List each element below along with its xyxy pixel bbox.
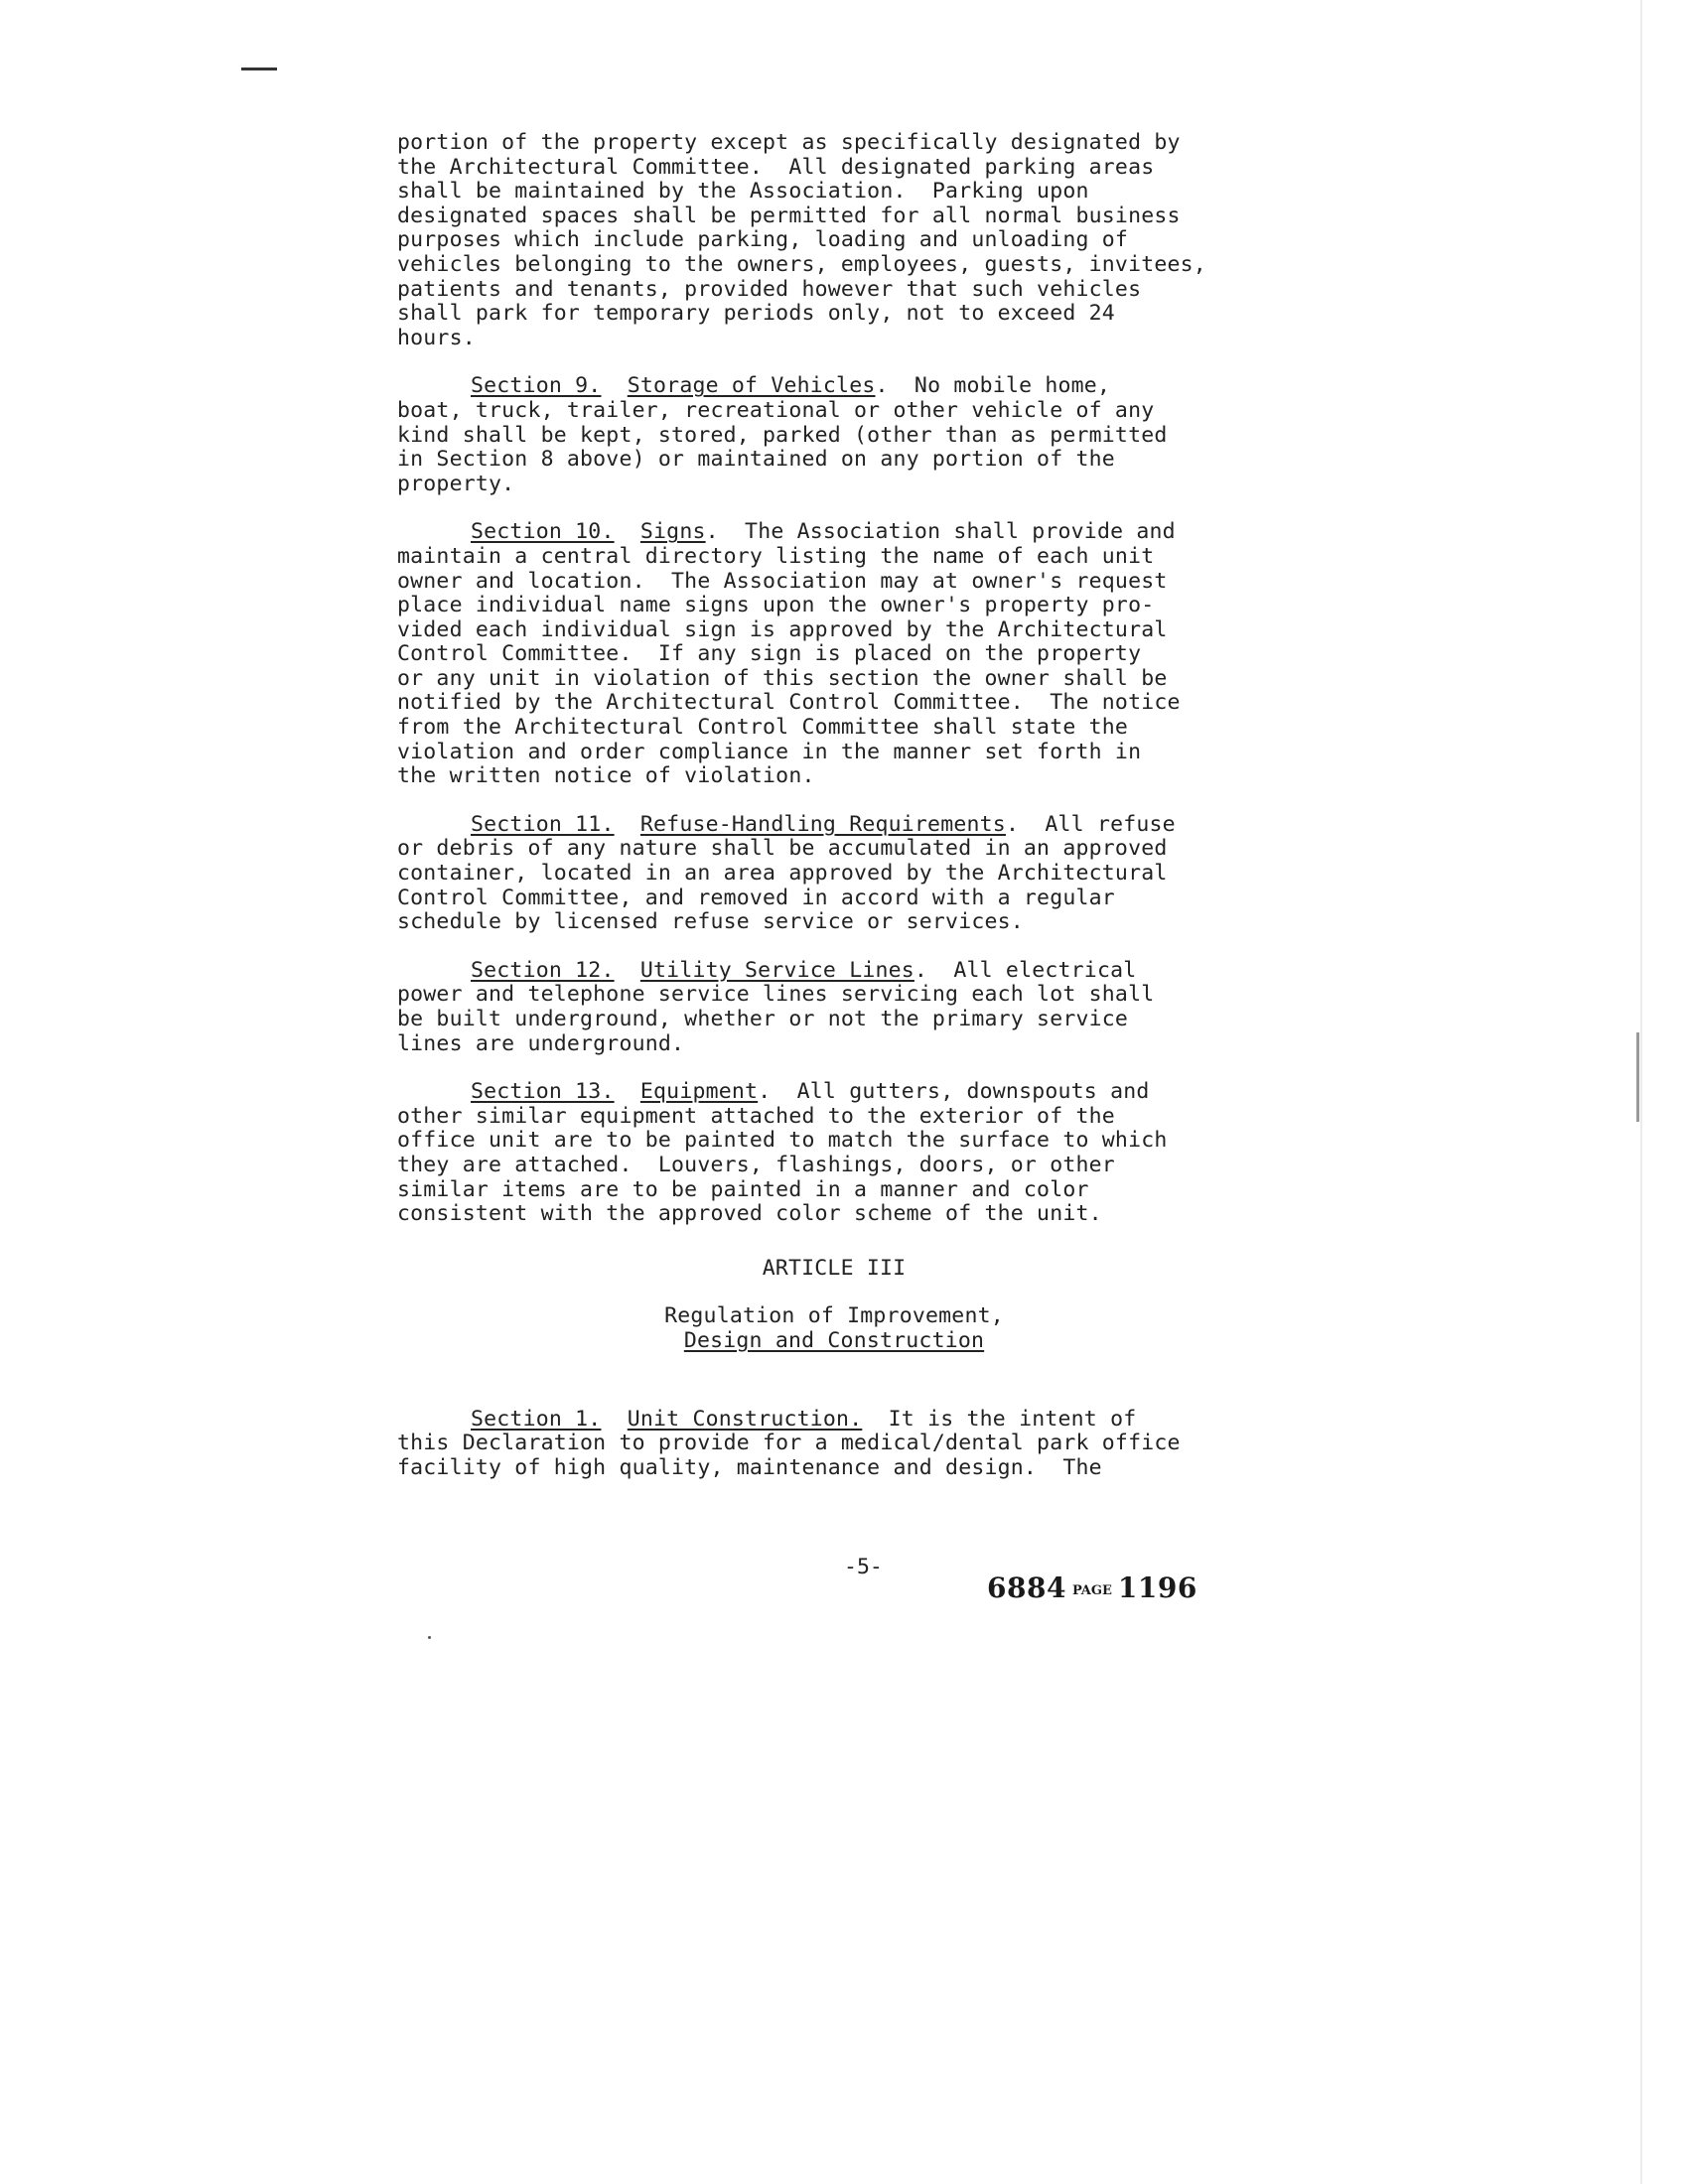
section-first-line (397, 959, 1321, 984)
article-3-section-1-paragraph (397, 1408, 1321, 1481)
section-number: Section 12. (471, 957, 615, 983)
section-number: Section 10. (471, 519, 615, 545)
section-10-paragraph (397, 520, 1321, 789)
text-line: facility of high quality, maintenance and design. The (397, 1454, 1102, 1480)
text-line: designated spaces shall be permitted for all normal business (397, 203, 1181, 228)
article-subtitle (397, 1304, 1271, 1353)
book-number: 6884 (987, 1571, 1066, 1604)
section-first-line-text: It is the intent of (862, 1406, 1137, 1432)
text-line: Control Committee, and removed in accord with a regular (397, 885, 1115, 910)
text-line: or any unit in violation of this section the owner shall be (397, 665, 1168, 691)
text-line: they are attached. Louvers, flashings, doors, or other (397, 1152, 1115, 1177)
section-number: Section 1. (471, 1406, 602, 1432)
text-line: shall be maintained by the Association. Parking upon (397, 179, 1089, 205)
section-12-paragraph (397, 959, 1321, 1056)
text-line: vehicles belonging to the owners, employees, guests, invitees, (397, 251, 1206, 277)
section-number: Section 9. (471, 373, 602, 399)
text-line: boat, truck, trailer, recreational or other vehicle of any (397, 397, 1155, 423)
section-heading: Utility Service Lines (639, 957, 914, 983)
text-line: in Section 8 above) or maintained on any portion of the (397, 447, 1115, 473)
text-line: be built underground, whether or not the primary service (397, 1007, 1129, 1031)
section-13-paragraph (397, 1080, 1321, 1227)
section-first-line-text: . The Association shall provide and (705, 519, 1176, 545)
scan-speck (428, 1636, 431, 1639)
text-line: from the Architectural Control Committee shall state the (397, 715, 1129, 741)
text-line: notified by the Architectural Control Committee. The notice (397, 690, 1181, 716)
book-page-number: 1196 (1117, 1571, 1197, 1604)
text-line: lines are underground. (397, 1030, 685, 1056)
section-first-line-text: . All refuse (1005, 811, 1176, 837)
article-subtitle-line: Design and Construction (683, 1327, 985, 1353)
book-page-stamp (987, 1571, 1197, 1604)
text-line: vided each individual sign is approved by the Architectural (397, 616, 1168, 642)
text-line: kind shall be kept, stored, parked (other than as permitted (397, 422, 1168, 448)
section-first-line-text: . All gutters, downspouts and (758, 1079, 1150, 1105)
text-line: container, located in an area approved by the Architectural (397, 861, 1168, 887)
article-subtitle-line: Regulation of Improvement, (664, 1303, 1004, 1329)
text-line: violation and order compliance in the manner set forth in (397, 739, 1142, 764)
section-number: Section 11. (471, 811, 615, 837)
text-line: owner and location. The Association may at owner's request (397, 568, 1168, 594)
text-line: hours. (397, 325, 476, 350)
text-line: office unit are to be painted to match the surface to which (397, 1128, 1168, 1154)
section-first-line (397, 1080, 1321, 1105)
text-line: purposes which include parking, loading and unloading of (397, 227, 1129, 253)
text-line: other similar equipment attached to the exterior of the (397, 1103, 1115, 1129)
section-heading: Equipment (639, 1079, 759, 1105)
text-line: this Declaration to provide for a medical/dental park office (397, 1431, 1181, 1456)
text-line: shall park for temporary periods only, not to exceed 24 (397, 301, 1115, 327)
section-first-line (397, 1408, 1321, 1433)
text-line: or debris of any nature shall be accumulated in an approved (397, 836, 1168, 862)
text-line: schedule by licensed refuse service or services. (397, 909, 1024, 935)
page-number: -5- (844, 1555, 883, 1579)
scan-edge-line (1640, 0, 1642, 2184)
text-line: Control Committee. If any sign is placed on the property (397, 641, 1142, 667)
section-heading: Signs (639, 519, 706, 545)
section-heading: Storage of Vehicles (627, 373, 876, 399)
section-first-line (397, 374, 1321, 399)
text-line: the Architectural Committee. All designated parking areas (397, 154, 1155, 180)
section-first-line-text: . No mobile home, (875, 373, 1111, 399)
text-line: property. (397, 471, 515, 496)
section-heading: Unit Construction. (627, 1406, 863, 1432)
text-line: patients and tenants, provided however that such vehicles (397, 276, 1142, 302)
text-line: consistent with the approved color scheme of the unit. (397, 1201, 1102, 1227)
scan-edge-mark (1636, 1032, 1639, 1122)
section-first-line (397, 813, 1321, 838)
scan-corner-mark (241, 68, 277, 70)
section-9-paragraph (397, 374, 1321, 496)
document-body (397, 131, 1321, 1504)
section-heading: Refuse-Handling Requirements (639, 811, 1006, 837)
text-line: the written notice of violation. (397, 763, 815, 789)
text-line: maintain a central directory listing the name of each unit (397, 543, 1155, 569)
text-line: portion of the property except as specifically designated by (397, 130, 1181, 155)
page-label: PAGE (1071, 1583, 1112, 1598)
text-line: similar items are to be painted in a manner and color (397, 1176, 1089, 1202)
paragraph-parking-continuation (397, 131, 1321, 350)
section-11-paragraph (397, 813, 1321, 935)
section-number: Section 13. (471, 1079, 615, 1105)
section-first-line-text: . All electrical (914, 957, 1137, 983)
text-line: power and telephone service lines servicing each lot shall (397, 982, 1155, 1008)
article-title: ARTICLE III (762, 1255, 907, 1281)
text-line: place individual name signs upon the owner's property pro- (397, 593, 1155, 618)
section-first-line (397, 520, 1321, 545)
